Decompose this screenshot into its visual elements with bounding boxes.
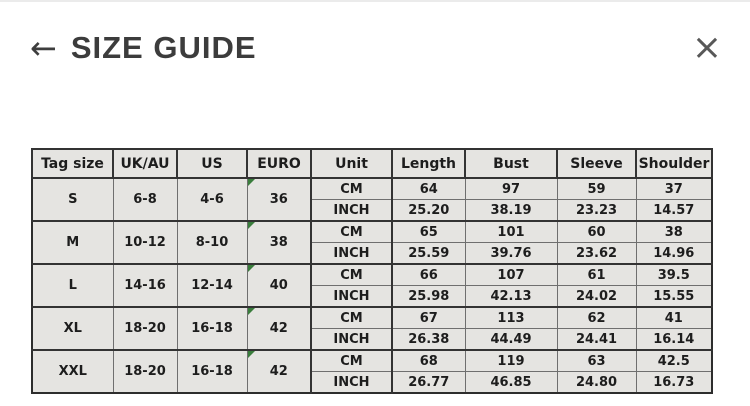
cell-length-inch: 26.38 bbox=[392, 329, 465, 351]
cell-bust-cm: 97 bbox=[465, 178, 557, 200]
euro-value: 42 bbox=[269, 321, 288, 336]
cell-shoulder-cm: 39.5 bbox=[636, 264, 712, 286]
cell-shoulder-cm: 38 bbox=[636, 221, 712, 243]
cell-bust-cm: 113 bbox=[465, 307, 557, 329]
column-header-shoulder: Shoulder bbox=[636, 149, 712, 178]
cell-unit-cm: CM bbox=[311, 221, 392, 243]
cell-length-cm: 67 bbox=[392, 307, 465, 329]
topbar bbox=[30, 24, 722, 72]
cell-shoulder-inch: 16.14 bbox=[636, 329, 712, 351]
cell-shoulder-inch: 14.96 bbox=[636, 243, 712, 265]
page-title: SIZE GUIDE bbox=[70, 30, 257, 65]
cell-bust-inch: 42.13 bbox=[465, 286, 557, 308]
cell-shoulder-inch: 15.55 bbox=[636, 286, 712, 308]
euro-value: 36 bbox=[269, 192, 288, 207]
cell-length-cm: 65 bbox=[392, 221, 465, 243]
green-corner-marker bbox=[248, 265, 255, 272]
green-corner-marker bbox=[248, 222, 255, 229]
cell-tag-size: S bbox=[32, 178, 113, 221]
close-button[interactable] bbox=[691, 27, 722, 68]
cell-sleeve-cm: 60 bbox=[557, 221, 636, 243]
cell-sleeve-cm: 61 bbox=[557, 264, 636, 286]
cell-bust-cm: 107 bbox=[465, 264, 557, 286]
cell-uk-au: 14-16 bbox=[113, 264, 177, 307]
cell-euro bbox=[247, 221, 311, 264]
cell-uk-au: 10-12 bbox=[113, 221, 177, 264]
green-corner-marker bbox=[248, 179, 255, 186]
column-header-euro: EURO bbox=[247, 149, 311, 178]
cell-shoulder-inch: 14.57 bbox=[636, 200, 712, 222]
cell-tag-size: XXL bbox=[32, 350, 113, 393]
euro-value: 38 bbox=[269, 235, 288, 250]
cell-euro bbox=[247, 178, 311, 221]
cell-bust-inch: 46.85 bbox=[465, 372, 557, 394]
column-header-uk-au: UK/AU bbox=[113, 149, 177, 178]
cell-sleeve-inch: 24.02 bbox=[557, 286, 636, 308]
table-row-l-cm bbox=[32, 264, 712, 286]
column-header-unit: Unit bbox=[311, 149, 392, 178]
cell-unit-inch: INCH bbox=[311, 200, 392, 222]
cell-length-inch: 25.59 bbox=[392, 243, 465, 265]
cell-us: 16-18 bbox=[177, 307, 247, 350]
column-header-bust: Bust bbox=[465, 149, 557, 178]
cell-tag-size: L bbox=[32, 264, 113, 307]
cell-bust-cm: 119 bbox=[465, 350, 557, 372]
back-button[interactable] bbox=[30, 29, 57, 67]
cell-sleeve-cm: 63 bbox=[557, 350, 636, 372]
green-corner-marker bbox=[248, 308, 255, 315]
column-header-us: US bbox=[177, 149, 247, 178]
cell-length-cm: 64 bbox=[392, 178, 465, 200]
cell-bust-inch: 44.49 bbox=[465, 329, 557, 351]
euro-value: 40 bbox=[269, 278, 288, 293]
column-header-length: Length bbox=[392, 149, 465, 178]
cell-uk-au: 18-20 bbox=[113, 350, 177, 393]
green-corner-marker bbox=[248, 351, 255, 358]
header-row bbox=[32, 149, 712, 178]
cell-unit-inch: INCH bbox=[311, 329, 392, 351]
cell-sleeve-cm: 59 bbox=[557, 178, 636, 200]
cell-bust-inch: 38.19 bbox=[465, 200, 557, 222]
cell-length-cm: 66 bbox=[392, 264, 465, 286]
cell-sleeve-cm: 62 bbox=[557, 307, 636, 329]
cell-shoulder-inch: 16.73 bbox=[636, 372, 712, 394]
cell-unit-inch: INCH bbox=[311, 286, 392, 308]
column-header-tag-size: Tag size bbox=[32, 149, 113, 178]
cell-shoulder-cm: 41 bbox=[636, 307, 712, 329]
cell-shoulder-cm: 37 bbox=[636, 178, 712, 200]
cell-euro bbox=[247, 264, 311, 307]
cell-euro bbox=[247, 307, 311, 350]
cell-sleeve-inch: 23.62 bbox=[557, 243, 636, 265]
cell-unit-inch: INCH bbox=[311, 372, 392, 394]
back-arrow-icon: ← bbox=[30, 29, 57, 67]
cell-bust-inch: 39.76 bbox=[465, 243, 557, 265]
cell-us: 12-14 bbox=[177, 264, 247, 307]
cell-us: 8-10 bbox=[177, 221, 247, 264]
close-icon: × bbox=[691, 27, 722, 68]
cell-uk-au: 18-20 bbox=[113, 307, 177, 350]
cell-unit-cm: CM bbox=[311, 178, 392, 200]
cell-us: 4-6 bbox=[177, 178, 247, 221]
table-row-xxl-cm bbox=[32, 350, 712, 372]
cell-sleeve-inch: 24.41 bbox=[557, 329, 636, 351]
cell-length-inch: 25.98 bbox=[392, 286, 465, 308]
cell-us: 16-18 bbox=[177, 350, 247, 393]
cell-length-inch: 26.77 bbox=[392, 372, 465, 394]
table-row-s-cm bbox=[32, 178, 712, 200]
table-row-xl-cm bbox=[32, 307, 712, 329]
cell-sleeve-inch: 23.23 bbox=[557, 200, 636, 222]
cell-euro bbox=[247, 350, 311, 393]
cell-unit-cm: CM bbox=[311, 264, 392, 286]
cell-length-inch: 25.20 bbox=[392, 200, 465, 222]
size-chart-table bbox=[31, 148, 713, 394]
cell-shoulder-cm: 42.5 bbox=[636, 350, 712, 372]
cell-bust-cm: 101 bbox=[465, 221, 557, 243]
column-header-sleeve: Sleeve bbox=[557, 149, 636, 178]
euro-value: 42 bbox=[269, 364, 288, 379]
table-row-m-cm bbox=[32, 221, 712, 243]
cell-tag-size: XL bbox=[32, 307, 113, 350]
cell-unit-cm: CM bbox=[311, 350, 392, 372]
cell-length-cm: 68 bbox=[392, 350, 465, 372]
cell-unit-inch: INCH bbox=[311, 243, 392, 265]
cell-sleeve-inch: 24.80 bbox=[557, 372, 636, 394]
cell-tag-size: M bbox=[32, 221, 113, 264]
cell-uk-au: 6-8 bbox=[113, 178, 177, 221]
cell-unit-cm: CM bbox=[311, 307, 392, 329]
